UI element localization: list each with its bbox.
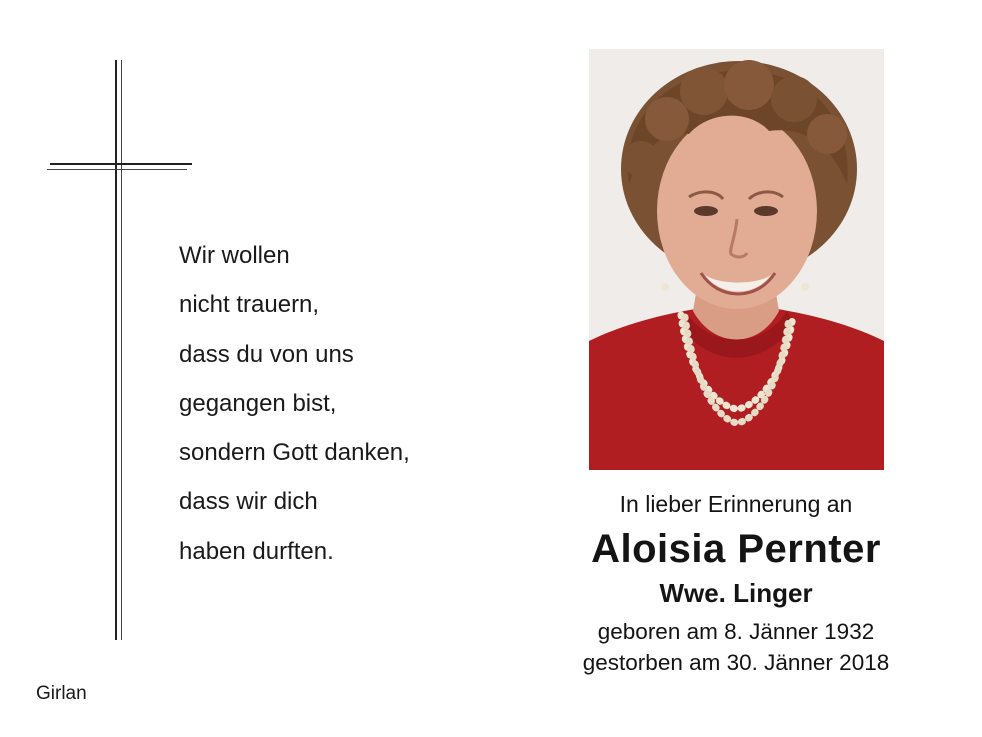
place-name: Girlan: [36, 683, 87, 704]
cross-horizontal-bar: [50, 163, 192, 165]
poem-line: Wir wollen: [179, 242, 290, 269]
memorial-poem: [179, 236, 410, 581]
poem-line: haben durften.: [179, 537, 334, 565]
cross-vertical-bar-inner: [121, 60, 122, 640]
widow-of: Wwe. Linger: [659, 578, 813, 608]
poem-line: dass du von uns: [179, 340, 354, 368]
cross-vertical-bar: [115, 60, 117, 640]
death-date: gestorben am 30. Jänner 2018: [582, 650, 890, 675]
memorial-info: [560, 488, 912, 678]
deceased-name: Aloisia Pernter: [591, 527, 881, 571]
life-dates: [560, 616, 912, 678]
cross-horizontal-bar-inner: [47, 169, 187, 170]
memorial-intro: In lieber Erinnerung an: [619, 491, 853, 517]
portrait-photo: [589, 49, 884, 470]
poem-line: gegangen bist,: [179, 389, 337, 417]
poem-line: nicht trauern,: [179, 291, 320, 319]
poem-line: dass wir dich: [179, 488, 318, 516]
poem-line: sondern Gott danken,: [179, 439, 410, 467]
birth-date: geboren am 8. Jänner 1932: [597, 619, 875, 644]
